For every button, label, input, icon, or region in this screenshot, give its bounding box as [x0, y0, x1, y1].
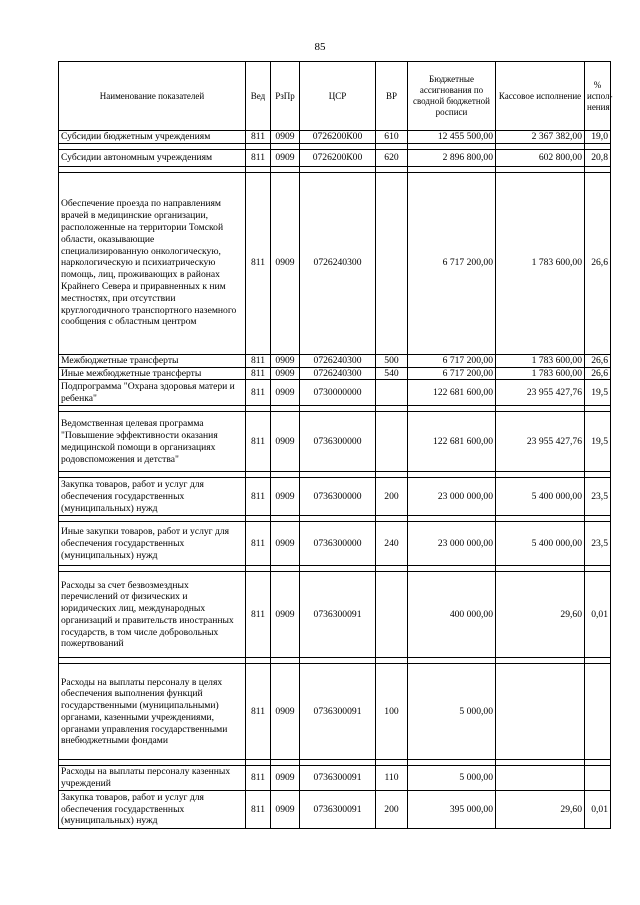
cell-assign: 23 000 000,00	[408, 478, 496, 516]
cell-ved: 811	[246, 766, 271, 791]
cell-ved: 811	[246, 412, 271, 472]
cell-csr: 0736300000	[300, 522, 376, 566]
cell-vr: 500	[376, 354, 408, 367]
cell-rzpr: 0909	[271, 478, 300, 516]
header-ved: Вед	[246, 62, 271, 131]
cell-vr: 610	[376, 131, 408, 144]
budget-execution-table	[58, 61, 611, 829]
cell-pct: 26,6	[585, 172, 611, 354]
cell-exec	[496, 664, 585, 760]
cell-rzpr: 0909	[271, 664, 300, 760]
cell-name: Иные закупки товаров, работ и услуг для обеспечения государственных (муниципальных) нужд	[59, 522, 246, 566]
cell-rzpr: 0909	[271, 572, 300, 658]
cell-vr: 200	[376, 478, 408, 516]
cell-name: Субсидии бюджетным учреждениям	[59, 131, 246, 144]
cell-name: Обеспечение проезда по направлениям врачей в медицинские организации, расположенные на территории Томской области, оказывающие специализированную онкологическую, наркологическую и психиатрическую помощь, лиц, проживающих в районах Крайнего Севера и приравненных к ним местностях, при отсутствии круглогодичного транспортного наземного сообщения с областным центром	[59, 172, 246, 354]
cell-ved: 811	[246, 790, 271, 828]
cell-assign: 6 717 200,00	[408, 367, 496, 380]
cell-pct: 0,01	[585, 572, 611, 658]
table-row	[59, 790, 611, 828]
cell-pct: 26,6	[585, 367, 611, 380]
cell-ved: 811	[246, 149, 271, 166]
cell-ved: 811	[246, 380, 271, 406]
table-row	[59, 572, 611, 658]
table-row	[59, 522, 611, 566]
cell-name: Межбюджетные трансферты	[59, 354, 246, 367]
cell-vr	[376, 412, 408, 472]
cell-csr: 0726240300	[300, 367, 376, 380]
cell-csr: 0736300091	[300, 664, 376, 760]
table-row	[59, 149, 611, 166]
cell-ved: 811	[246, 367, 271, 380]
cell-csr: 0726200К00	[300, 149, 376, 166]
cell-rzpr: 0909	[271, 367, 300, 380]
cell-ved: 811	[246, 131, 271, 144]
cell-vr	[376, 380, 408, 406]
cell-exec: 1 783 600,00	[496, 172, 585, 354]
cell-assign: 122 681 600,00	[408, 380, 496, 406]
cell-pct: 19,5	[585, 380, 611, 406]
header-assignments: Бюджетные ассигнования по сводной бюджетной росписи	[408, 62, 496, 131]
cell-rzpr: 0909	[271, 766, 300, 791]
cell-csr: 0726240300	[300, 172, 376, 354]
header-name: Наименование показателей	[59, 62, 246, 131]
cell-name: Расходы за счет безвозмездных перечислений от физических и юридических лиц, международных организаций и правительств иностранных государств, в том числе добровольных пожертвований	[59, 572, 246, 658]
cell-vr: 200	[376, 790, 408, 828]
cell-csr: 0736300000	[300, 478, 376, 516]
cell-exec: 29,60	[496, 572, 585, 658]
cell-vr: 240	[376, 522, 408, 566]
table-row	[59, 412, 611, 472]
cell-pct: 23,5	[585, 522, 611, 566]
cell-exec: 1 783 600,00	[496, 367, 585, 380]
cell-pct: 19,5	[585, 412, 611, 472]
cell-assign: 2 896 800,00	[408, 149, 496, 166]
cell-ved: 811	[246, 172, 271, 354]
cell-exec	[496, 766, 585, 791]
cell-pct: 20,8	[585, 149, 611, 166]
cell-rzpr: 0909	[271, 354, 300, 367]
cell-assign: 23 000 000,00	[408, 522, 496, 566]
cell-rzpr: 0909	[271, 790, 300, 828]
cell-csr: 0726240300	[300, 354, 376, 367]
page-number: 85	[314, 41, 326, 53]
table-row	[59, 354, 611, 367]
cell-vr: 620	[376, 149, 408, 166]
cell-csr: 0726200К00	[300, 131, 376, 144]
table-row	[59, 131, 611, 144]
cell-exec: 2 367 382,00	[496, 131, 585, 144]
cell-csr: 0736300000	[300, 412, 376, 472]
cell-assign: 395 000,00	[408, 790, 496, 828]
cell-exec: 23 955 427,76	[496, 380, 585, 406]
table-header-row	[59, 62, 611, 131]
cell-assign: 12 455 500,00	[408, 131, 496, 144]
header-execution: Кассовое исполнение	[496, 62, 585, 131]
cell-name: Ведомственная целевая программа "Повышение эффективности оказания медицинской помощи в организациях родовспоможения и детства"	[59, 412, 246, 472]
cell-assign: 6 717 200,00	[408, 172, 496, 354]
cell-assign: 400 000,00	[408, 572, 496, 658]
cell-rzpr: 0909	[271, 131, 300, 144]
cell-csr: 0736300091	[300, 572, 376, 658]
cell-exec: 29,60	[496, 790, 585, 828]
cell-ved: 811	[246, 478, 271, 516]
cell-exec: 602 800,00	[496, 149, 585, 166]
cell-name: Иные межбюджетные трансферты	[59, 367, 246, 380]
table-row	[59, 367, 611, 380]
cell-ved: 811	[246, 572, 271, 658]
cell-csr: 0730000000	[300, 380, 376, 406]
header-rzpr: РзПр	[271, 62, 300, 131]
cell-assign: 5 000,00	[408, 766, 496, 791]
cell-rzpr: 0909	[271, 522, 300, 566]
cell-pct	[585, 664, 611, 760]
cell-ved: 811	[246, 354, 271, 367]
cell-pct: 19,0	[585, 131, 611, 144]
cell-vr	[376, 572, 408, 658]
cell-rzpr: 0909	[271, 380, 300, 406]
cell-vr: 100	[376, 664, 408, 760]
cell-vr: 110	[376, 766, 408, 791]
cell-exec: 5 400 000,00	[496, 478, 585, 516]
cell-vr	[376, 172, 408, 354]
cell-name: Расходы на выплаты персоналу казенных учреждений	[59, 766, 246, 791]
cell-csr: 0736300091	[300, 790, 376, 828]
table-row	[59, 380, 611, 406]
cell-pct: 26,6	[585, 354, 611, 367]
table-row	[59, 664, 611, 760]
table-row	[59, 172, 611, 354]
cell-rzpr: 0909	[271, 149, 300, 166]
table-row	[59, 478, 611, 516]
cell-assign: 5 000,00	[408, 664, 496, 760]
table-row	[59, 766, 611, 791]
cell-exec: 5 400 000,00	[496, 522, 585, 566]
cell-csr: 0736300091	[300, 766, 376, 791]
cell-ved: 811	[246, 664, 271, 760]
cell-ved: 811	[246, 522, 271, 566]
cell-assign: 6 717 200,00	[408, 354, 496, 367]
header-percent: % испол-нения	[585, 62, 611, 131]
cell-exec: 1 783 600,00	[496, 354, 585, 367]
header-csr: ЦСР	[300, 62, 376, 131]
cell-rzpr: 0909	[271, 172, 300, 354]
cell-pct: 0,01	[585, 790, 611, 828]
cell-name: Расходы на выплаты персоналу в целях обеспечения выполнения функций государственными (муниципальными) органами, казенными учреждениями, органами управления государственными внебюджетными фондами	[59, 664, 246, 760]
cell-rzpr: 0909	[271, 412, 300, 472]
cell-pct: 23,5	[585, 478, 611, 516]
cell-name: Закупка товаров, работ и услуг для обеспечения государственных (муниципальных) нужд	[59, 790, 246, 828]
cell-vr: 540	[376, 367, 408, 380]
cell-exec: 23 955 427,76	[496, 412, 585, 472]
cell-pct	[585, 766, 611, 791]
cell-name: Подпрограмма "Охрана здоровья матери и ребенка"	[59, 380, 246, 406]
header-vr: ВР	[376, 62, 408, 131]
cell-assign: 122 681 600,00	[408, 412, 496, 472]
cell-name: Субсидии автономным учреждениям	[59, 149, 246, 166]
cell-name: Закупка товаров, работ и услуг для обеспечения государственных (муниципальных) нужд	[59, 478, 246, 516]
